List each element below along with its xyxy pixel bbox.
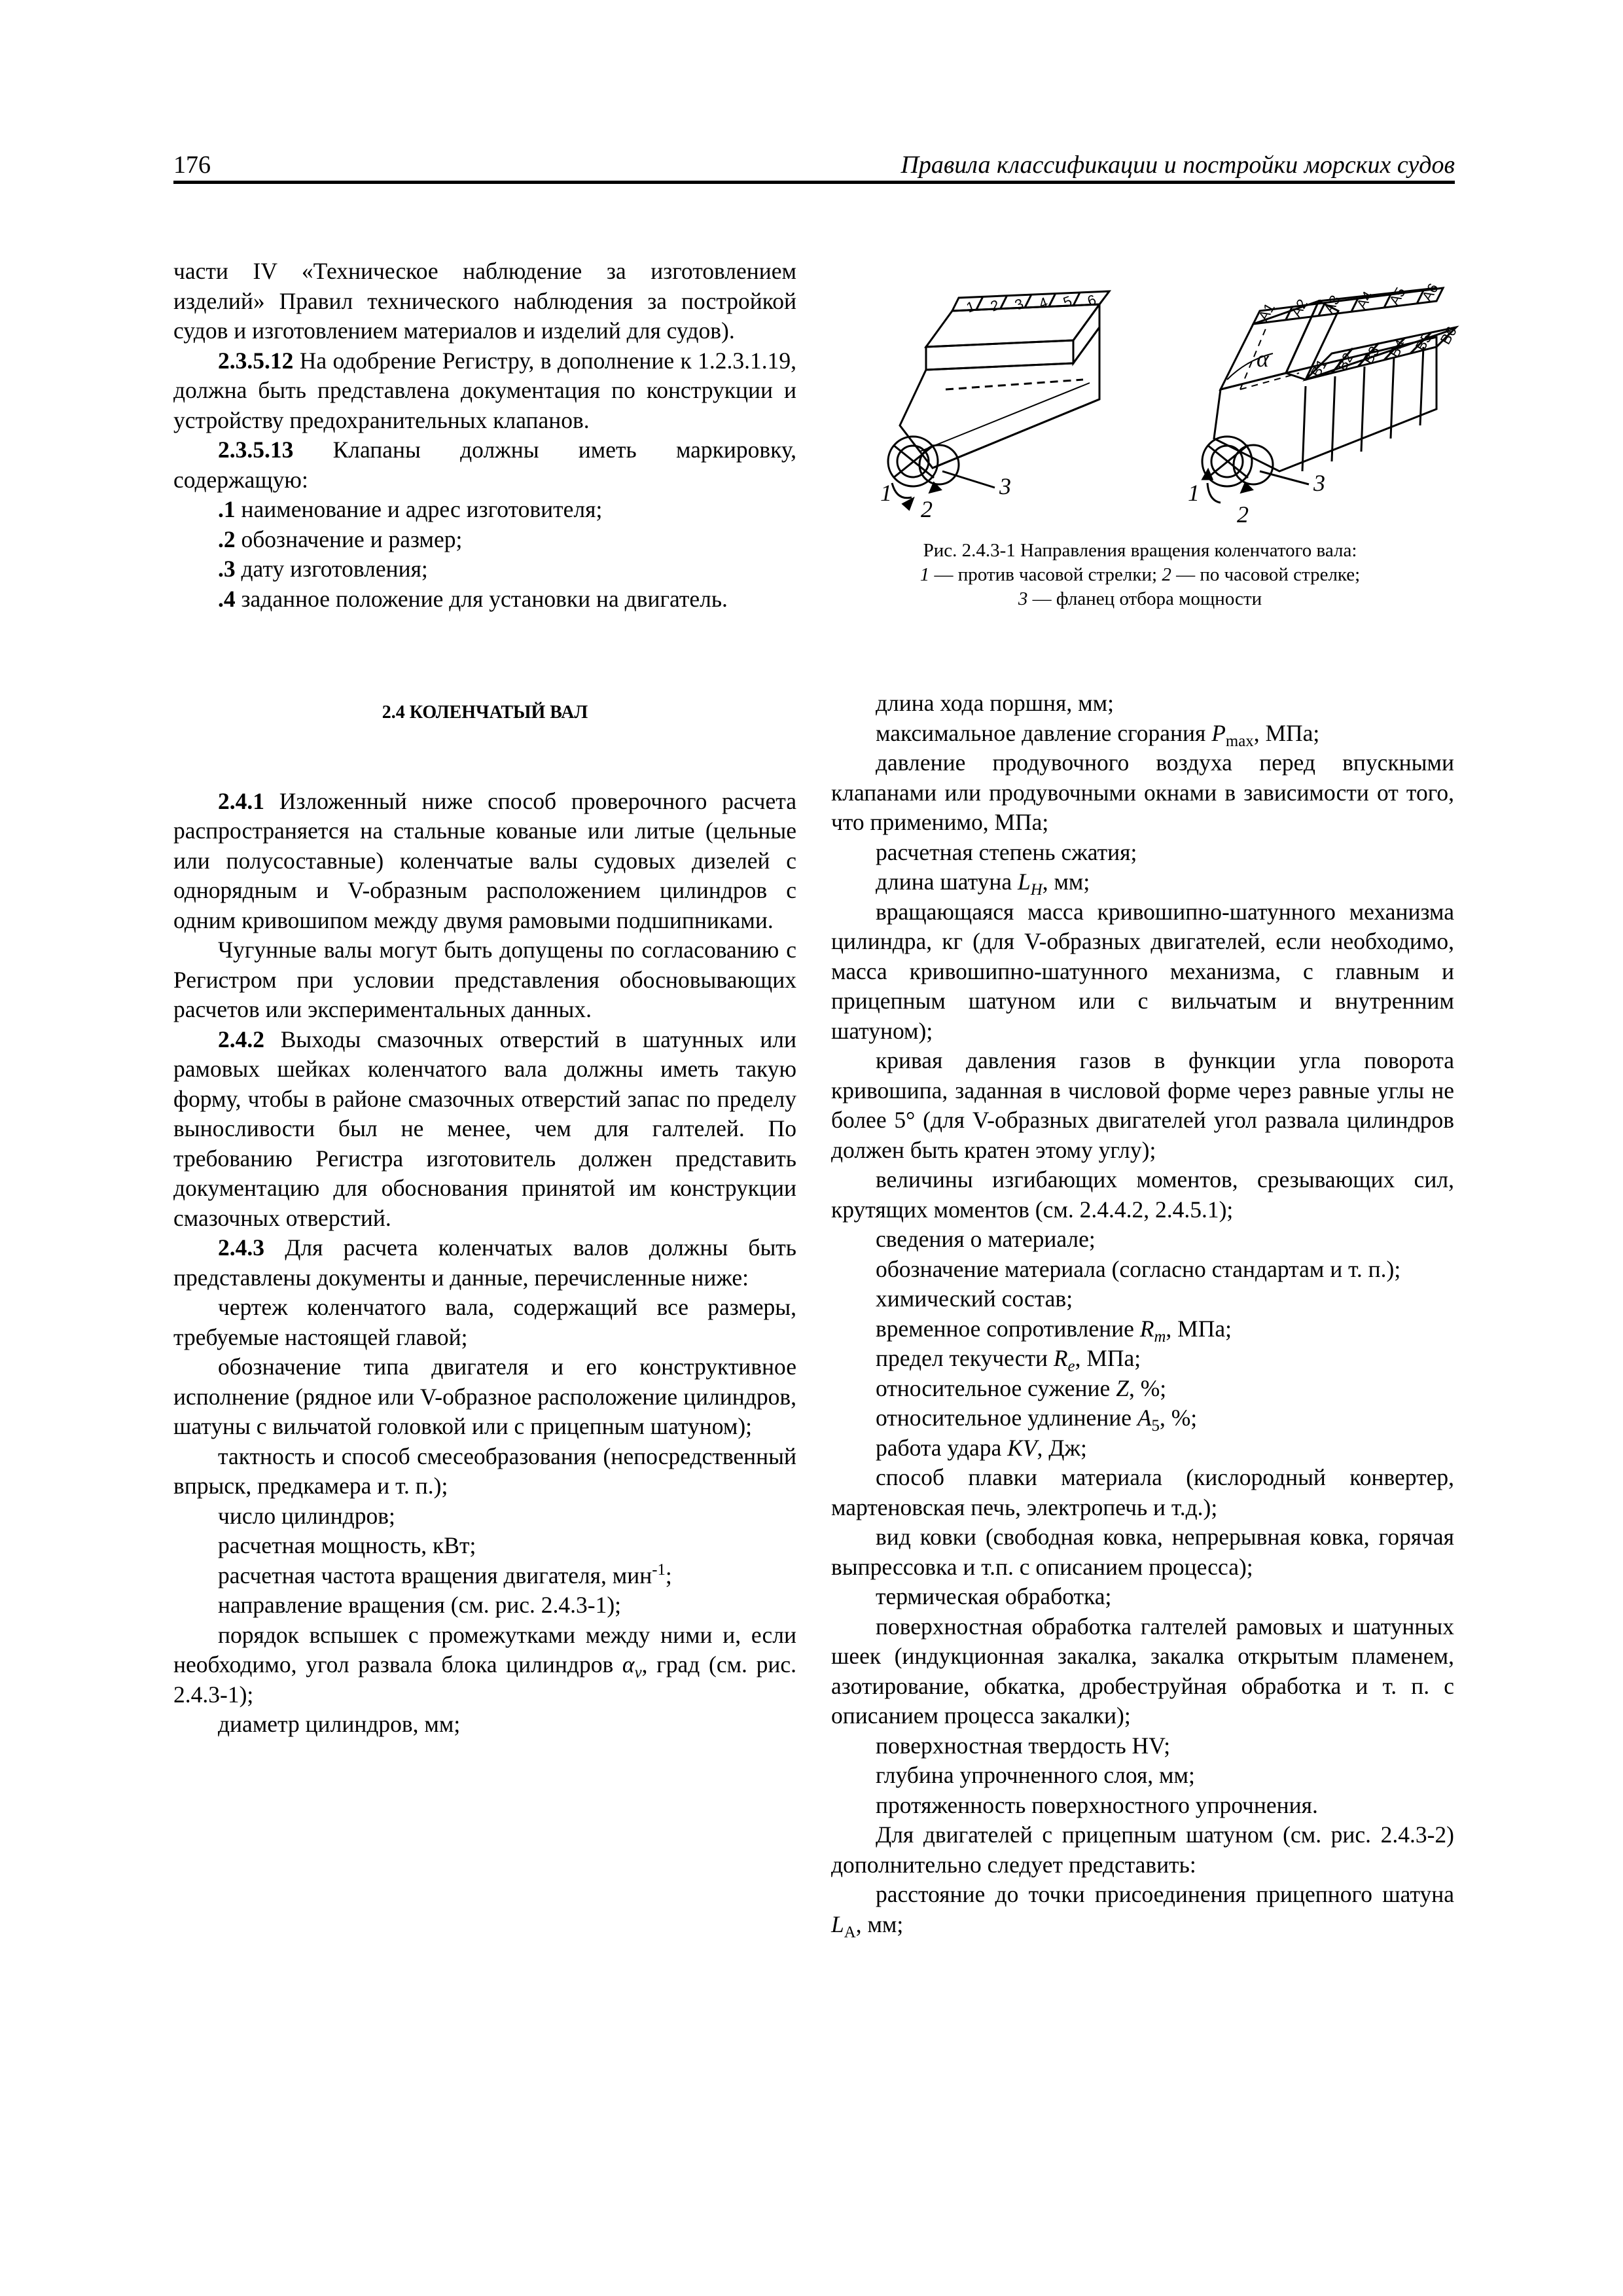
figure-caption bbox=[823, 539, 1457, 611]
paragraph-articulated-rod: Для двигателей с прицепным шатуном (см. рис. 2.4.3-2) дополнительно следует представить: bbox=[831, 1821, 1454, 1878]
callout-3-right: 3 bbox=[1313, 470, 1325, 496]
v-engine-drawing bbox=[1202, 288, 1456, 503]
list-item: тактность и способ смесеобразования (непосредственный впрыск, предкамера и т. п.); bbox=[173, 1443, 796, 1499]
list-item: поверхностная обработка галтелей рамовых и шатунных шеек (индукционная закалка, закалка открытым пламенем, азотирование, обкатка, дробеструйная обработка и т. п. с описанием процесса закалки); bbox=[831, 1613, 1454, 1729]
marking-item-4: .4 заданное положение для установки на двигатель. bbox=[218, 585, 728, 612]
section-heading: 2.4 КОЛЕНЧАТЫЙ ВАЛ bbox=[382, 702, 588, 723]
alpha-label: α bbox=[1257, 346, 1269, 372]
list-item: вращающаяся масса кривошипно-шатунного механизма цилиндра, кг (для V-образных двигателей, если необходимо, масса кривошипно-шатунного механизма, с главным и прицепным шатуном или с вильчатым и внутренним шатуном); bbox=[831, 898, 1454, 1044]
list-item: расчетная мощность, кВт; bbox=[218, 1532, 476, 1558]
list-item: число цилиндров; bbox=[218, 1502, 395, 1529]
list-item: расчетная частота вращения двигателя, мин$^{-1}$; bbox=[218, 1560, 672, 1588]
list-item: временное сопротивление $R_m$, МПа; bbox=[876, 1315, 1232, 1346]
list-item: протяженность поверхностного упрочнения. bbox=[876, 1791, 1318, 1818]
caption-line-2: 1 — против часовой стрелки; 2 — по часовой стрелке; bbox=[919, 564, 1361, 585]
callout-2-right: 2 bbox=[1237, 501, 1249, 528]
cyl-label-5: 5 bbox=[1061, 293, 1075, 311]
callout-1-left: 1 bbox=[880, 480, 892, 506]
list-item: длина хода поршня, мм; bbox=[876, 690, 1114, 716]
list-item: вид ковки (свободная ковка, непрерывная ковка, горячая выпрессовка и т.п. с описанием процесса); bbox=[831, 1524, 1454, 1580]
list-item: давление продувочного воздуха перед впускными клапанами или продувочными окнами в зависимости от того, что применимо, МПа; bbox=[831, 749, 1454, 835]
paragraph-2-4-3: 2.4.3 Для расчета коленчатых валов должны быть представлены документы и данные, перечисленные ниже: bbox=[173, 1234, 796, 1291]
paragraph-cast-iron: Чугунные валы могут быть допущены по согласованию с Регистром при условии представления обосновывающих расчетов или экспериментальных данных. bbox=[173, 937, 796, 1022]
cyl-label-b3: B3 bbox=[1359, 343, 1383, 367]
cyl-label-a5: A5 bbox=[1385, 284, 1409, 308]
caption-line-1: Рис. 2.4.3-1 Направления вращения коленчатого вала: bbox=[923, 540, 1357, 561]
cyl-label-a4: A4 bbox=[1353, 288, 1376, 312]
callout-2-left: 2 bbox=[921, 496, 933, 522]
list-item: поверхностная твердость HV; bbox=[876, 1732, 1171, 1759]
list-item: диаметр цилиндров, мм; bbox=[218, 1711, 461, 1737]
cyl-label-a3: A3 bbox=[1320, 292, 1344, 316]
list-item: расчетная степень сжатия; bbox=[876, 838, 1137, 865]
cyl-label-4: 4 bbox=[1037, 294, 1050, 312]
list-item: способ плавки материала (кислородный конвертер, мартеновская печь, электропечь и т.д.); bbox=[831, 1464, 1454, 1520]
list-item: химический состав; bbox=[876, 1285, 1073, 1312]
paragraph-continuation: части IV «Техническое наблюдение за изготовлением изделий» Правил технического наблюдения за постройкой судов и изготовлением материалов и изделий для судов). bbox=[173, 258, 796, 344]
marking-item-2: .2 обозначение и размер; bbox=[218, 526, 463, 552]
marking-item-1: .1 наименование и адрес изготовителя; bbox=[218, 496, 603, 522]
page-header bbox=[173, 148, 1455, 184]
cyl-label-b4: B4 bbox=[1385, 336, 1409, 361]
list-item: предел текучести $R_e$, МПа; bbox=[876, 1345, 1141, 1376]
list-item: относительное удлинение $A_5$, %; bbox=[876, 1405, 1198, 1435]
cyl-label-b2: B2 bbox=[1333, 350, 1357, 374]
list-item: направление вращения (см. рис. 2.4.3-1); bbox=[218, 1592, 622, 1618]
list-item: глубина упрочненного слоя, мм; bbox=[876, 1762, 1195, 1788]
cyl-label-a1: A1 bbox=[1255, 300, 1278, 324]
list-item: относительное сужение Z, %; bbox=[876, 1374, 1167, 1401]
cyl-label-b6: B6 bbox=[1436, 323, 1460, 348]
list-item: чертеж коленчатого вала, содержащий все размеры, требуемые настоящей главой; bbox=[173, 1294, 796, 1350]
paragraph-2-3-5-12: 2.3.5.12 На одобрение Регистру, в дополнение к 1.2.3.1.19, должна быть представлена документация по конструкции и устройству предохранительных клапанов. bbox=[173, 347, 796, 433]
list-item: обозначение материала (согласно стандартам и т. п.); bbox=[876, 1255, 1401, 1282]
list-item: длина шатуна $L_H$, мм; bbox=[876, 869, 1090, 899]
list-item: расстояние до точки присоединения прицепного шатуна $L_A$, мм; bbox=[831, 1881, 1454, 1941]
callout-3-left: 3 bbox=[999, 473, 1011, 499]
paragraph-2-4-2: 2.4.2 Выходы смазочных отверстий в шатунных или рамовых шейках коленчатого вала должны иметь такую форму, чтобы в районе смазочных отверстий запас по пределу выносливости был не менее, чем для галтелей. По требованию Регистра изготовитель должен представить документацию для обоснования принятой им конструкции смазочных отверстий. bbox=[173, 1026, 796, 1231]
cyl-label-6: 6 bbox=[1085, 291, 1099, 310]
caption-line-3: 3 — фланец отбора мощности bbox=[1018, 588, 1262, 609]
list-item: обозначение типа двигателя и его конструктивное исполнение (рядное или V-образное расположение цилиндров, шатуны с вильчатой головкой или с прицепным шатуном); bbox=[173, 1354, 796, 1439]
cyl-label-a2: A2 bbox=[1287, 296, 1311, 320]
cyl-label-b5: B5 bbox=[1412, 330, 1435, 354]
page-number: 176 bbox=[173, 151, 211, 179]
cyl-label-3: 3 bbox=[1012, 295, 1026, 314]
cyl-label-1: 1 bbox=[964, 298, 978, 316]
paragraph-2-3-5-13: 2.3.5.13 Клапаны должны иметь маркировку, содержащую: bbox=[173, 437, 796, 493]
running-title: Правила классификации и постройки морских судов bbox=[901, 151, 1455, 179]
cyl-label-a6: A6 bbox=[1418, 280, 1442, 304]
list-item: порядок вспышек с промежутками между ними и, если необходимо, угол развала блока цилиндров $\alpha_v$, град (см. рис. 2.4.3-1); bbox=[173, 1621, 796, 1708]
cyl-label-b1: B1 bbox=[1307, 356, 1330, 380]
left-column bbox=[173, 257, 796, 1740]
callout-1-right: 1 bbox=[1188, 480, 1200, 506]
list-item: кривая давления газов в функции угла поворота кривошипа, заданная в числовой форме через равные углы не более 5° (для V-образных двигателей угол развала цилиндров должен быть кратен этому углу); bbox=[831, 1047, 1454, 1163]
list-item: работа удара KV, Дж; bbox=[876, 1434, 1087, 1461]
list-item: максимальное давление сгорания $P_{max}$, МПа; bbox=[876, 719, 1320, 750]
right-column bbox=[831, 689, 1454, 1939]
list-item: сведения о материале; bbox=[876, 1226, 1096, 1252]
list-item: термическая обработка; bbox=[876, 1583, 1112, 1609]
list-item: величины изгибающих моментов, срезывающих сил, крутящих моментов (см. 2.4.4.2, 2.4.5.1); bbox=[831, 1166, 1454, 1223]
cyl-label-2: 2 bbox=[988, 296, 1002, 315]
paragraph-2-4-1: 2.4.1 Изложенный ниже способ проверочного расчета распространяется на стальные кованые или литые (цельные или полусоставные) коленчатые валы судовых дизелей с однорядным и V-образным расположением цилиндров с одним кривошипом между двумя рамовыми подшипниками. bbox=[173, 787, 796, 933]
inline-engine-drawing bbox=[888, 291, 1109, 509]
marking-item-3: .3 дату изготовления; bbox=[218, 556, 428, 582]
crankshaft-rotation-figure bbox=[874, 275, 1460, 530]
